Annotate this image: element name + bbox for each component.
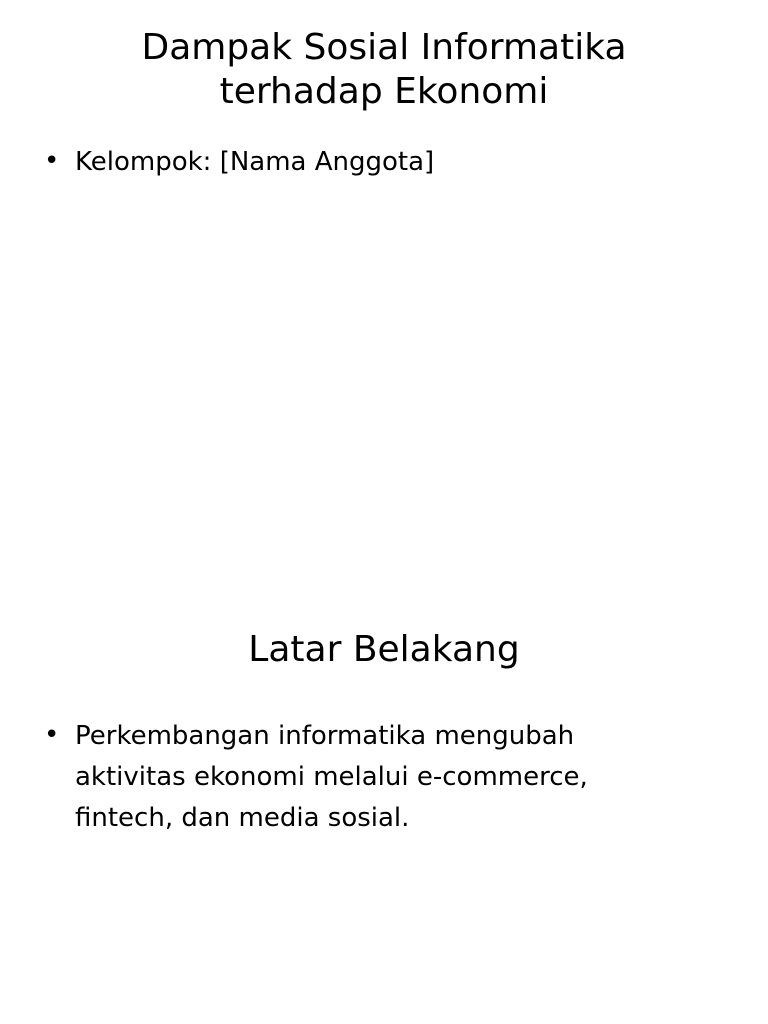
bullet-dot-icon: • — [44, 146, 60, 176]
bullet-text: Kelompok: [Nama Anggota] — [75, 147, 435, 177]
bullet-list — [40, 142, 700, 183]
bullet-text-line-1: Perkembangan informatika mengubah — [75, 721, 575, 751]
bullet-item-background — [40, 716, 700, 839]
title-line-2: terhadap Ekonomi — [219, 71, 549, 112]
slide-background-heading: Latar Belakang — [248, 629, 520, 670]
slide-background — [0, 512, 768, 1024]
bullet-text-line-3: fintech, dan media sosial. — [75, 803, 410, 833]
bullet-text-line-2: aktivitas ekonomi melalui e-commerce, — [75, 762, 588, 792]
slide-title-heading — [40, 26, 728, 114]
bullet-dot-icon: • — [44, 720, 60, 750]
bullet-item-group — [40, 142, 700, 183]
bullet-list — [40, 716, 700, 839]
title-line-1: Dampak Sosial Informatika — [141, 27, 627, 68]
